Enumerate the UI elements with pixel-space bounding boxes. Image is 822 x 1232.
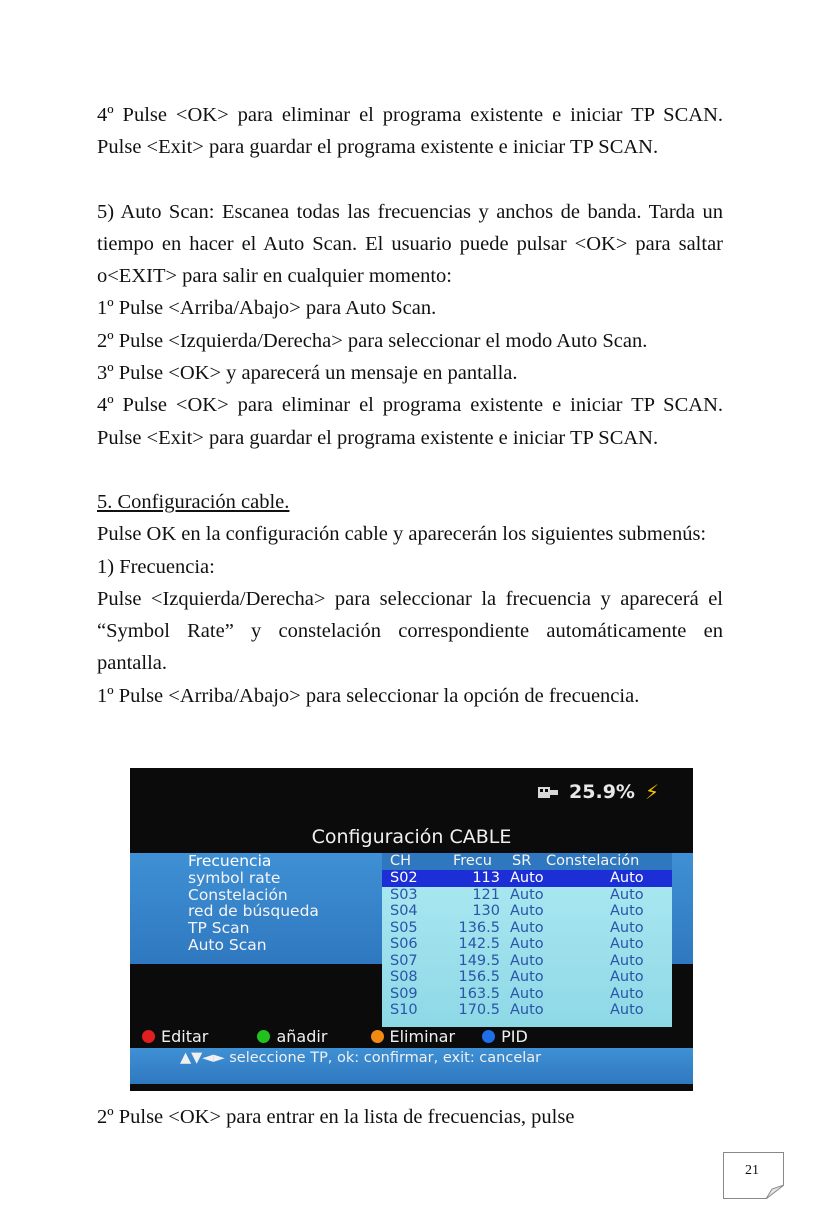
paragraph: 2º Pulse <OK> para entrar en la lista de frecuencias, pulse bbox=[97, 1106, 575, 1128]
legend-label: Editar bbox=[161, 1027, 209, 1046]
orange-dot-icon bbox=[371, 1030, 384, 1043]
color-key-legend bbox=[142, 1027, 532, 1046]
cell-freq: 136.5 bbox=[458, 919, 500, 936]
legend-anadir[interactable] bbox=[257, 1027, 327, 1046]
help-text: seleccione TP, ok: confirmar, exit: cancelar bbox=[229, 1050, 542, 1066]
cell-ch: S06 bbox=[390, 936, 418, 952]
auto-scan-intro: 5) Auto Scan: Escanea todas las frecuencias y anchos de banda. Tarda un tiempo en hacer el Auto Scan. El usuario puede pulsar <OK> para saltar o<EXIT> para salir en cualquier momento: bbox=[97, 200, 723, 288]
cell-freq: 163.5 bbox=[458, 985, 500, 1002]
cell-ch: S07 bbox=[390, 952, 418, 969]
menu-item-auto-scan[interactable]: Auto Scan bbox=[188, 935, 267, 954]
cell-sr: Auto bbox=[510, 870, 544, 886]
header-sr: SR bbox=[512, 853, 532, 869]
table-header bbox=[382, 853, 672, 870]
cell-freq: 149.5 bbox=[458, 952, 500, 969]
red-dot-icon bbox=[142, 1030, 155, 1043]
table-row[interactable] bbox=[382, 887, 672, 904]
paragraph: 4º Pulse <OK> para eliminar el programa existente e iniciar TP SCAN. Pulse <Exit> para guardar el programa existente e iniciar TP SCAN. bbox=[97, 104, 723, 159]
auto-scan-step-1: 1º Pulse <Arriba/Abajo> para Auto Scan. bbox=[97, 297, 437, 320]
legend-label: añadir bbox=[276, 1027, 328, 1046]
page-number: 21 bbox=[745, 1163, 759, 1178]
arrow-keys-icon: ▲▼◄► bbox=[180, 1050, 225, 1066]
cell-freq: 142.5 bbox=[458, 936, 500, 952]
body-text bbox=[97, 99, 723, 712]
status-bar bbox=[537, 780, 659, 804]
legend-pid[interactable] bbox=[482, 1027, 528, 1046]
menu-item-tp-scan[interactable]: TP Scan bbox=[188, 919, 250, 938]
cell-ch: S02 bbox=[390, 870, 418, 886]
cell-sr: Auto bbox=[510, 903, 544, 919]
lightning-icon: ⚡ bbox=[644, 780, 659, 804]
table-row[interactable] bbox=[382, 986, 672, 1003]
cell-sr: Auto bbox=[510, 936, 544, 952]
cell-const: Auto bbox=[610, 1002, 644, 1018]
auto-scan-step-4: 4º Pulse <OK> para eliminar el programa existente e iniciar TP SCAN. Pulse <Exit> para guardar el programa existente e iniciar TP SCAN. bbox=[97, 394, 723, 449]
cell-ch: S05 bbox=[390, 919, 418, 936]
auto-scan-step-3: 3º Pulse <OK> y aparecerá un mensaje en pantalla. bbox=[97, 362, 518, 385]
table-row[interactable] bbox=[382, 1002, 672, 1019]
cell-const: Auto bbox=[610, 870, 644, 886]
cell-const: Auto bbox=[610, 903, 644, 919]
screen-title: Configuración CABLE bbox=[311, 826, 512, 848]
menu-item-red-busqueda[interactable]: red de búsqueda bbox=[188, 902, 319, 921]
cell-ch: S10 bbox=[390, 1002, 418, 1018]
page-curl-icon bbox=[766, 1185, 784, 1199]
cell-freq: 121 bbox=[472, 886, 500, 903]
cell-freq: 113 bbox=[472, 870, 500, 886]
cell-ch: S09 bbox=[390, 985, 418, 1002]
blue-dot-icon bbox=[482, 1030, 495, 1043]
usb-icon bbox=[537, 784, 559, 800]
cell-const: Auto bbox=[610, 952, 644, 969]
cell-const: Auto bbox=[610, 985, 644, 1002]
cell-const: Auto bbox=[610, 969, 644, 985]
frequency-table bbox=[382, 853, 672, 1027]
cell-sr: Auto bbox=[510, 1002, 544, 1018]
cell-const: Auto bbox=[610, 919, 644, 936]
cell-const: Auto bbox=[610, 936, 644, 952]
freq-text: Pulse <Izquierda/Derecha> para seleccionar la frecuencia y aparecerá el “Symbol Rate” y constelación correspondiente automáticamente en pantalla. bbox=[97, 587, 723, 675]
cell-ch: S08 bbox=[390, 969, 418, 985]
header-ch: CH bbox=[390, 853, 412, 869]
green-dot-icon bbox=[257, 1030, 270, 1043]
freq-step-1: 1º Pulse <Arriba/Abajo> para seleccionar la opción de frecuencia. bbox=[97, 684, 640, 707]
cell-const: Auto bbox=[610, 886, 644, 903]
header-const: Constelación bbox=[546, 853, 640, 869]
auto-scan-step-2: 2º Pulse <Izquierda/Derecha> para seleccionar el modo Auto Scan. bbox=[97, 329, 648, 352]
cell-freq: 170.5 bbox=[458, 1002, 500, 1018]
cell-freq: 130 bbox=[472, 903, 500, 919]
cell-sr: Auto bbox=[510, 919, 544, 936]
table-row[interactable] bbox=[382, 936, 672, 953]
cell-sr: Auto bbox=[510, 985, 544, 1002]
page-number-box bbox=[723, 1152, 784, 1199]
cell-ch: S03 bbox=[390, 886, 418, 903]
legend-label: Eliminar bbox=[389, 1027, 456, 1046]
legend-label: PID bbox=[501, 1027, 528, 1046]
table-row[interactable] bbox=[382, 903, 672, 920]
cell-ch: S04 bbox=[390, 903, 418, 919]
section-heading: 5. Configuración cable. bbox=[97, 490, 290, 513]
cell-sr: Auto bbox=[510, 952, 544, 969]
table-row[interactable] bbox=[382, 969, 672, 986]
table-row[interactable] bbox=[382, 920, 672, 937]
cell-freq: 156.5 bbox=[458, 969, 500, 985]
menu-item-constelacion[interactable]: Constelación bbox=[188, 885, 288, 904]
after-image-text bbox=[97, 1101, 723, 1133]
freq-title: 1) Frecuencia: bbox=[97, 555, 215, 578]
tv-screenshot bbox=[130, 768, 693, 1091]
menu-item-symbol-rate[interactable]: symbol rate bbox=[188, 868, 281, 887]
legend-editar[interactable] bbox=[142, 1027, 208, 1046]
cable-intro: Pulse OK en la configuración cable y aparecerán los siguientes submenús: bbox=[97, 523, 707, 546]
menu-item-frecuencia[interactable]: Frecuencia bbox=[188, 852, 272, 870]
legend-eliminar[interactable] bbox=[371, 1027, 456, 1046]
cell-sr: Auto bbox=[510, 886, 544, 903]
signal-percent: 25.9% bbox=[569, 781, 635, 803]
table-row[interactable] bbox=[382, 953, 672, 970]
header-freq: Frecu bbox=[452, 853, 492, 869]
help-bar bbox=[130, 1048, 693, 1084]
cell-sr: Auto bbox=[510, 969, 544, 985]
table-row[interactable] bbox=[382, 870, 672, 887]
